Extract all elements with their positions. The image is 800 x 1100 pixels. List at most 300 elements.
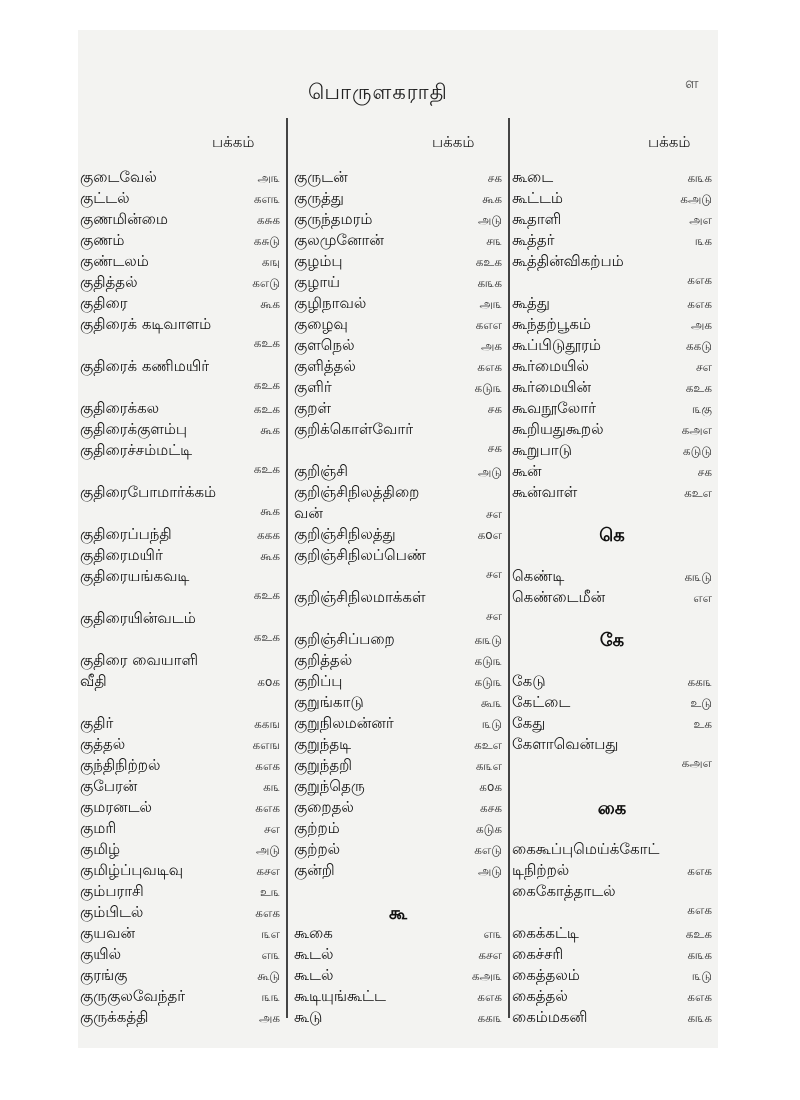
entry-word: குதிரைபோமார்க்கம் (80, 483, 217, 501)
index-entry (294, 945, 502, 966)
entry-word: கேட்டை (512, 693, 571, 711)
page-reference: கக௩ (687, 675, 712, 689)
page-reference: சக (487, 402, 502, 416)
letter-section-heading: கை (597, 798, 627, 819)
index-entry (80, 903, 280, 924)
page-reference: கஉக (253, 402, 280, 416)
entry-word: கேளாவென்பது (512, 735, 619, 753)
index-entry (294, 483, 502, 504)
entry-word: குமிழ் (80, 840, 121, 858)
page-reference: கஎங (252, 738, 280, 752)
entry-word: குளநெல் (294, 336, 355, 354)
entry-word: குறிஞ்சி (294, 462, 349, 480)
column-divider (508, 118, 510, 1018)
index-entry (294, 315, 502, 336)
index-entry (294, 294, 502, 315)
entry-word: குளித்தல் (294, 357, 356, 375)
page-reference: கஉக (475, 255, 502, 269)
page-reference: கoஎ (477, 528, 502, 542)
index-entry (80, 588, 280, 609)
index-entry (294, 420, 502, 441)
spacer (512, 609, 712, 630)
entry-word: குறள் (294, 399, 331, 417)
entry-word: குடைவேல் (80, 168, 157, 186)
index-entry (512, 399, 712, 420)
entry-word: வீதி (80, 672, 107, 690)
entry-word: குறுங்காடு (294, 693, 364, 711)
index-entry (80, 252, 280, 273)
page-reference: கஉக (685, 381, 712, 395)
entry-word: குன்றி (294, 861, 335, 879)
entry-word: குதிரைச்சம்மட்டி (80, 441, 193, 459)
entry-word: கெண்டைமீன் (512, 588, 606, 606)
page-reference: அடு (477, 465, 502, 479)
index-entry (80, 462, 280, 483)
index-entry (294, 756, 502, 777)
page-reference: கஎக (477, 360, 502, 374)
index-entry (512, 210, 712, 231)
page-reference: கஅஎ (681, 423, 712, 437)
index-entry (80, 861, 280, 882)
index-entry (294, 966, 502, 987)
entry-word: குதிரைக்குளம்பு (80, 420, 188, 438)
index-entry (294, 735, 502, 756)
index-entry (80, 651, 280, 672)
entry-word: கூத்தர் (512, 231, 555, 249)
index-entry (512, 168, 712, 189)
index-entry (80, 735, 280, 756)
page-reference: கஎக (255, 906, 280, 920)
index-column-1 (80, 168, 280, 1029)
page-reference: அடு (255, 843, 280, 857)
index-entry (80, 441, 280, 462)
page-reference: கoக (257, 675, 280, 689)
index-entry (294, 840, 502, 861)
entry-word: குணமின்மை (80, 210, 168, 228)
page-reference: கடுக (475, 822, 502, 836)
index-entry (512, 882, 712, 903)
page-reference: க௩ (263, 780, 280, 794)
letter-section-heading: கே (599, 630, 625, 651)
index-entry (294, 609, 502, 630)
index-entry (294, 924, 502, 945)
page-reference: ௩எ (261, 927, 280, 941)
index-entry (512, 252, 712, 273)
index-entry (512, 588, 712, 609)
spacer (512, 504, 712, 525)
index-entry (80, 714, 280, 735)
index-entry (512, 840, 712, 861)
entry-word: கூடை (512, 168, 554, 186)
index-entry (294, 630, 502, 651)
page-reference: கஅஎ (681, 756, 712, 770)
index-entry (80, 630, 280, 651)
entry-word: கூட்டம் (512, 189, 563, 207)
entry-word: குறைதல் (294, 798, 354, 816)
page-reference: கூக (260, 297, 280, 311)
index-column-3 (512, 168, 712, 1029)
page-reference: கஙு (261, 255, 280, 269)
entry-word: வன் (294, 504, 323, 522)
page-reference: கடு௩ (474, 675, 502, 689)
index-entry (512, 987, 712, 1008)
entry-word: குந்திநிற்றல் (80, 756, 161, 774)
entry-word: குணம் (80, 231, 125, 249)
index-entry (294, 693, 502, 714)
entry-word: குருக்கத்தி (80, 1008, 149, 1026)
page-reference: அடு (477, 864, 502, 878)
page-reference: கஅ௩ (471, 969, 502, 983)
entry-word: கூடு (294, 1008, 323, 1026)
index-entry (80, 756, 280, 777)
index-entry (80, 945, 280, 966)
entry-word: குயில் (80, 945, 122, 963)
index-entry (512, 378, 712, 399)
entry-word: குதிரை (80, 294, 128, 312)
entry-word: குத்தல் (80, 735, 126, 753)
entry-word: குயவன் (80, 924, 136, 942)
entry-word: குருடன் (294, 168, 348, 186)
page-reference: எ௩ (261, 948, 280, 962)
index-entry (512, 567, 712, 588)
page-reference: கஎக (255, 759, 280, 773)
index-entry (294, 777, 502, 798)
entry-word: கூதாளி (512, 210, 562, 228)
entry-word: குற்றம் (294, 819, 340, 837)
spacer (80, 693, 280, 714)
page-reference: எ௩ (483, 927, 502, 941)
page-reference: சக (487, 171, 502, 185)
page-reference: கடு௩ (474, 654, 502, 668)
entry-word: குருகுலவேந்தர் (80, 987, 186, 1005)
index-entry (512, 945, 712, 966)
entry-word: கும்பிடல் (80, 903, 144, 921)
index-entry (294, 987, 502, 1008)
index-entry (512, 336, 712, 357)
index-entry (80, 966, 280, 987)
index-entry (512, 693, 712, 714)
page-reference: கஎக (687, 990, 712, 1004)
index-entry (294, 399, 502, 420)
index-entry (294, 378, 502, 399)
entry-word: குறிஞ்சிநிலத்து (294, 525, 396, 543)
page-reference: கடுடு (682, 444, 712, 458)
entry-word: குறிஞ்சிநிலமாக்கள் (294, 588, 426, 606)
index-entry (80, 357, 280, 378)
page-reference: கஉக (685, 927, 712, 941)
index-entry (294, 231, 502, 252)
entry-word: டிநிற்றல் (512, 861, 570, 879)
index-entry (294, 210, 502, 231)
index-entry (294, 546, 502, 567)
page-reference: க௩எ (475, 759, 502, 773)
index-entry (80, 273, 280, 294)
letter-section-heading: கூ (388, 903, 408, 924)
index-entry (80, 504, 280, 525)
page-reference: அக (480, 339, 502, 353)
page-reference: கஎ௩ (253, 192, 280, 206)
page-reference: க௩க (687, 1011, 712, 1025)
index-entry (294, 357, 502, 378)
index-entry (294, 504, 502, 525)
index-entry (512, 861, 712, 882)
page-reference: கஉக (253, 336, 280, 350)
page-reference: கூடு (257, 969, 280, 983)
page-reference: கoக (479, 780, 502, 794)
spacer (512, 819, 712, 840)
page-reference: கஉக (253, 588, 280, 602)
page-reference: சஎ (695, 360, 712, 374)
entry-word: கூவநூலோர் (512, 399, 596, 417)
column-header: பக்கம் (432, 133, 475, 151)
entry-word: குமிழ்ப்புவடிவு (80, 861, 184, 879)
page-reference: எஎ (693, 591, 712, 605)
page-reference: சக (487, 441, 502, 455)
index-entry (80, 924, 280, 945)
index-entry (294, 189, 502, 210)
entry-word: கைம்மகனி (512, 1008, 588, 1026)
index-entry (80, 189, 280, 210)
page-reference: அஎ (689, 213, 712, 227)
page-reference: கஎடு (252, 276, 280, 290)
index-entry (512, 189, 712, 210)
index-entry (80, 987, 280, 1008)
entry-word: குதிரை வையாளி (80, 651, 199, 669)
index-entry (80, 1008, 280, 1029)
entry-word: குழிநாவல் (294, 294, 367, 312)
index-entry (80, 210, 280, 231)
page-reference: கக௩ (477, 1011, 502, 1025)
page-reference: அடு (477, 213, 502, 227)
entry-word: கூடியுங்கூட்ட (294, 987, 386, 1005)
entry-word: கேடு (512, 672, 546, 690)
page-reference: அக (690, 318, 712, 332)
page-reference: கஎக (687, 903, 712, 917)
index-entry (512, 735, 712, 756)
entry-word: குழைவு (294, 315, 348, 333)
index-entry (512, 273, 712, 294)
index-entry (294, 861, 502, 882)
page-reference: கஎக (477, 990, 502, 1004)
index-entry (512, 357, 712, 378)
entry-word: குறுந்தடி (294, 735, 352, 753)
index-entry (80, 777, 280, 798)
page-reference: கூக (260, 504, 280, 518)
index-entry (294, 798, 502, 819)
index-entry (80, 168, 280, 189)
page-reference: கஅடு (680, 192, 712, 206)
index-entry (512, 903, 712, 924)
page-reference: அக (258, 1011, 280, 1025)
spacer (512, 651, 712, 672)
entry-word: கூறியதுகூறல் (512, 420, 604, 438)
page-reference: கஎக (687, 297, 712, 311)
page-reference: கஎக (687, 864, 712, 878)
entry-word: குறுந்தறி (294, 756, 353, 774)
page-reference: கூ௩ (480, 696, 502, 710)
page-reference: க௩க (687, 171, 712, 185)
entry-word: குட்டல் (80, 189, 130, 207)
index-entry (294, 336, 502, 357)
page-reference: ௩க (695, 234, 712, 248)
entry-word: குதிரைமயிர் (80, 546, 163, 564)
index-entry (80, 378, 280, 399)
index-entry (80, 567, 280, 588)
page-reference: கஉக (253, 630, 280, 644)
page-reference: கஎடு (474, 843, 502, 857)
page-title: பொருளகராதி (308, 80, 448, 104)
spacer (512, 777, 712, 798)
entry-word: குறிஞ்சிப்பறை (294, 630, 395, 648)
index-entry (294, 588, 502, 609)
page-reference: உடு (690, 696, 712, 710)
entry-word: குதிரையின்வடம் (80, 609, 196, 627)
index-entry (512, 483, 712, 504)
entry-word: குறிஞ்சிநிலத்திறை (294, 483, 420, 501)
entry-word: கூத்து (512, 294, 550, 312)
entry-word: குண்டலம் (80, 252, 149, 270)
index-entry (294, 273, 502, 294)
page-reference: க௩டு (474, 633, 502, 647)
entry-word: கூர்மையின் (512, 378, 592, 396)
index-entry (80, 231, 280, 252)
index-entry (80, 546, 280, 567)
entry-word: குழம்பு (294, 252, 343, 270)
index-entry (80, 609, 280, 630)
entry-word: குதிரைப்பந்தி (80, 525, 172, 543)
index-entry (80, 483, 280, 504)
page-reference: க௩டு (684, 570, 712, 584)
page-reference: உ௩ (259, 885, 280, 899)
page-reference: கசஎ (478, 948, 502, 962)
entry-word: கூகை (294, 924, 333, 942)
index-entry (294, 672, 502, 693)
entry-word: குறிப்பு (294, 672, 343, 690)
page-reference: உக (693, 717, 712, 731)
entry-word: குறித்தல் (294, 651, 353, 669)
page-reference: க௩க (687, 948, 712, 962)
page-reference: கூக (260, 549, 280, 563)
index-entry (294, 651, 502, 672)
entry-word: கூன் (512, 462, 542, 480)
page-reference: சஎ (485, 567, 502, 581)
index-entry (512, 462, 712, 483)
entry-word: கைகோத்தாடல் (512, 882, 616, 900)
index-entry (294, 819, 502, 840)
entry-word: குதிரைக்கல (80, 399, 160, 417)
index-entry (80, 420, 280, 441)
page-reference: சஎ (263, 822, 280, 836)
page-reference: கஉக (253, 378, 280, 392)
page-reference: க௩க (477, 276, 502, 290)
page-reference: கூக (260, 423, 280, 437)
entry-word: கைச்சரி (512, 945, 564, 963)
index-entry (294, 462, 502, 483)
entry-word: குதிர் (80, 714, 114, 732)
page-reference: ௩௩ (261, 990, 280, 1004)
entry-word: குருத்து (294, 189, 344, 207)
page-reference: கஉஎ (684, 486, 712, 500)
entry-word: குதிரையங்கவடி (80, 567, 190, 585)
entry-word: குறிஞ்சிநிலப்பெண் (294, 546, 426, 564)
page-reference: கஎக (255, 801, 280, 815)
index-entry (294, 525, 502, 546)
index-entry (294, 567, 502, 588)
entry-word: கைகூப்புமெய்க்கோட் (512, 840, 660, 858)
index-entry (512, 231, 712, 252)
entry-word: கும்பராசி (80, 882, 144, 900)
page-reference: கசஎ (256, 864, 280, 878)
entry-word: குழாய் (294, 273, 341, 291)
index-entry (80, 525, 280, 546)
entry-word: கூர்மையில் (512, 357, 589, 375)
index-entry (512, 924, 712, 945)
page-number: ள (685, 74, 699, 92)
column-header: பக்கம் (212, 133, 255, 151)
index-entry (512, 756, 712, 777)
index-entry (294, 252, 502, 273)
page-reference: கூக (482, 192, 502, 206)
page-reference: ௩டு (482, 717, 502, 731)
index-entry (512, 966, 712, 987)
entry-word: குமரி (80, 819, 117, 837)
index-entry (512, 420, 712, 441)
entry-word: குறிக்கொள்வோர் (294, 420, 414, 438)
entry-word: கூன்வாள் (512, 483, 578, 501)
index-entry (80, 798, 280, 819)
page-reference: கடு௩ (474, 381, 502, 395)
index-entry (294, 168, 502, 189)
column-divider (286, 118, 288, 1018)
index-entry (512, 294, 712, 315)
entry-word: குபேரன் (80, 777, 138, 795)
page-reference: சஎ (485, 609, 502, 623)
page-reference: ககங (254, 717, 280, 731)
index-entry (80, 315, 280, 336)
index-entry (512, 714, 712, 735)
index-entry (512, 672, 712, 693)
entry-word: குற்றல் (294, 840, 341, 858)
entry-word: கூத்தின்விகற்பம் (512, 252, 624, 270)
index-entry (512, 1008, 712, 1029)
index-entry (80, 294, 280, 315)
page-reference: கசக (480, 801, 502, 815)
index-entry (80, 336, 280, 357)
index-entry (512, 441, 712, 462)
entry-word: கேது (512, 714, 546, 732)
page-reference: கஎக (687, 273, 712, 287)
page-reference: ககக (256, 528, 280, 542)
entry-word: கூறுபாடு (512, 441, 572, 459)
page-reference: கஉக (253, 462, 280, 476)
entry-word: கூடல் (294, 966, 334, 984)
page-reference: கசுடு (253, 234, 280, 248)
entry-word: கூடல் (294, 945, 334, 963)
page-reference: அ௩ (479, 297, 502, 311)
index-entry (294, 714, 502, 735)
index-column-2 (294, 168, 502, 1029)
entry-word: குதிரைக் கடிவாளம் (80, 315, 212, 333)
entry-word: கைக்கட்டி (512, 924, 579, 942)
entry-word: குறுநிலமன்னர் (294, 714, 394, 732)
entry-word: குதித்தல் (80, 273, 138, 291)
page-reference: ககடு (685, 339, 712, 353)
index-entry (294, 441, 502, 462)
entry-word: குமரனடல் (80, 798, 152, 816)
page-reference: ச௩ (486, 234, 502, 248)
entry-word: குலமுனோன் (294, 231, 384, 249)
page-reference: சஎ (485, 507, 502, 521)
